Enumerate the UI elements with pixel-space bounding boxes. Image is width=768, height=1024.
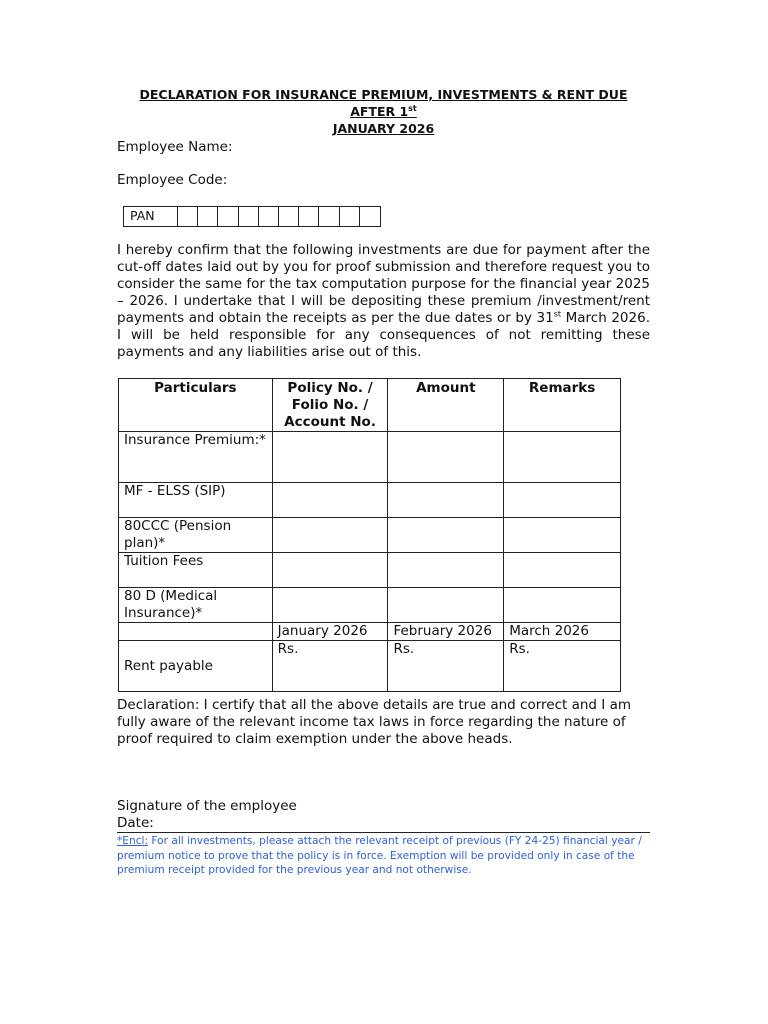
signature-label: Signature of the employee bbox=[117, 798, 297, 814]
table-row bbox=[119, 432, 621, 483]
amount-cell[interactable] bbox=[388, 588, 504, 623]
remarks-cell[interactable] bbox=[504, 518, 621, 553]
pan-char-box[interactable] bbox=[319, 207, 339, 226]
rent-row bbox=[119, 641, 621, 692]
row-label-tuition: Tuition Fees bbox=[119, 553, 273, 588]
pan-char-box[interactable] bbox=[279, 207, 299, 226]
policy-no-cell[interactable] bbox=[272, 432, 388, 483]
enclosure-divider bbox=[117, 832, 650, 833]
paragraph-text-2: March 2026. I will be held responsible for any consequences of not remitting these payments and any liabilities arise out of this. bbox=[117, 310, 650, 360]
rent-february-cell[interactable]: Rs. bbox=[388, 641, 504, 692]
table-row bbox=[119, 588, 621, 623]
pan-char-box[interactable] bbox=[259, 207, 279, 226]
title-line-1: DECLARATION FOR INSURANCE PREMIUM, INVESTMENTS & RENT DUE AFTER 1 bbox=[139, 87, 628, 119]
pan-char-box[interactable] bbox=[198, 207, 218, 226]
pan-char-box[interactable] bbox=[340, 207, 360, 226]
paragraph-text-1: I hereby confirm that the following investments are due for payment after the cut-off dates laid out by you for proof submission and therefore request you to consider the same for the tax computation purpose for the financial year 2025 – 2026. I undertake that I will be depositing these premium /investment/rent payments and obtain the receipts as per the due dates or by 31 bbox=[117, 242, 650, 326]
rent-january-cell[interactable]: Rs. bbox=[272, 641, 388, 692]
header-remarks: Remarks bbox=[504, 379, 621, 432]
pan-entry-boxes[interactable] bbox=[123, 206, 381, 227]
amount-cell[interactable] bbox=[388, 432, 504, 483]
signature-block bbox=[117, 798, 297, 832]
row-label-elss: MF - ELSS (SIP) bbox=[119, 483, 273, 518]
pan-char-box[interactable] bbox=[178, 207, 198, 226]
rent-march-cell[interactable]: Rs. bbox=[504, 641, 621, 692]
remarks-cell[interactable] bbox=[504, 483, 621, 518]
amount-cell[interactable] bbox=[388, 483, 504, 518]
row-label-rent: Rent payable bbox=[119, 641, 273, 692]
policy-no-cell[interactable] bbox=[272, 553, 388, 588]
header-particulars: Particulars bbox=[119, 379, 273, 432]
enclosure-label: *Encl: bbox=[117, 835, 149, 847]
enclosure-text: For all investments, please attach the relevant receipt of previous (FY 24-25) financial year / premium notice to prove that the policy is in force. Exemption will be provided only in case of the premium receipt provided for the previous year and not otherwise. bbox=[117, 835, 642, 876]
table-row bbox=[119, 518, 621, 553]
title-superscript: st bbox=[408, 103, 417, 113]
remarks-cell[interactable] bbox=[504, 432, 621, 483]
remarks-cell[interactable] bbox=[504, 588, 621, 623]
header-amount: Amount bbox=[388, 379, 504, 432]
declaration-paragraph: Declaration: I certify that all the above details are true and correct and I am fully aware of the relevant income tax laws in force regarding the nature of proof required to claim exemption under the above heads. bbox=[117, 697, 631, 747]
amount-cell[interactable] bbox=[388, 518, 504, 553]
month-march: March 2026 bbox=[504, 623, 621, 641]
policy-no-cell[interactable] bbox=[272, 518, 388, 553]
amount-cell[interactable] bbox=[388, 553, 504, 588]
form-title bbox=[117, 86, 650, 137]
table-header-row bbox=[119, 379, 621, 432]
row-label-insurance: Insurance Premium:* bbox=[119, 432, 273, 483]
confirmation-paragraph bbox=[117, 242, 650, 361]
pan-char-box[interactable] bbox=[218, 207, 238, 226]
policy-no-cell[interactable] bbox=[272, 483, 388, 518]
header-policy-no: Policy No. / Folio No. / Account No. bbox=[272, 379, 388, 432]
policy-no-cell[interactable] bbox=[272, 588, 388, 623]
pan-label: PAN bbox=[124, 207, 178, 226]
month-january: January 2026 bbox=[272, 623, 388, 641]
pan-char-box[interactable] bbox=[239, 207, 259, 226]
pan-char-box[interactable] bbox=[360, 207, 380, 226]
paragraph-superscript: st bbox=[553, 309, 562, 319]
enclosure-note bbox=[117, 834, 650, 878]
month-february: February 2026 bbox=[388, 623, 504, 641]
title-line-2: JANUARY 2026 bbox=[332, 121, 435, 136]
table-row bbox=[119, 483, 621, 518]
employee-code-label: Employee Code: bbox=[117, 172, 228, 188]
blank-cell bbox=[119, 623, 273, 641]
row-label-80ccc: 80CCC (Pension plan)* bbox=[119, 518, 273, 553]
investment-table bbox=[118, 378, 621, 692]
remarks-cell[interactable] bbox=[504, 553, 621, 588]
employee-name-label: Employee Name: bbox=[117, 139, 233, 155]
table-row bbox=[119, 553, 621, 588]
row-label-80d: 80 D (Medical Insurance)* bbox=[119, 588, 273, 623]
pan-char-box[interactable] bbox=[299, 207, 319, 226]
date-label: Date: bbox=[117, 815, 154, 831]
months-row bbox=[119, 623, 621, 641]
